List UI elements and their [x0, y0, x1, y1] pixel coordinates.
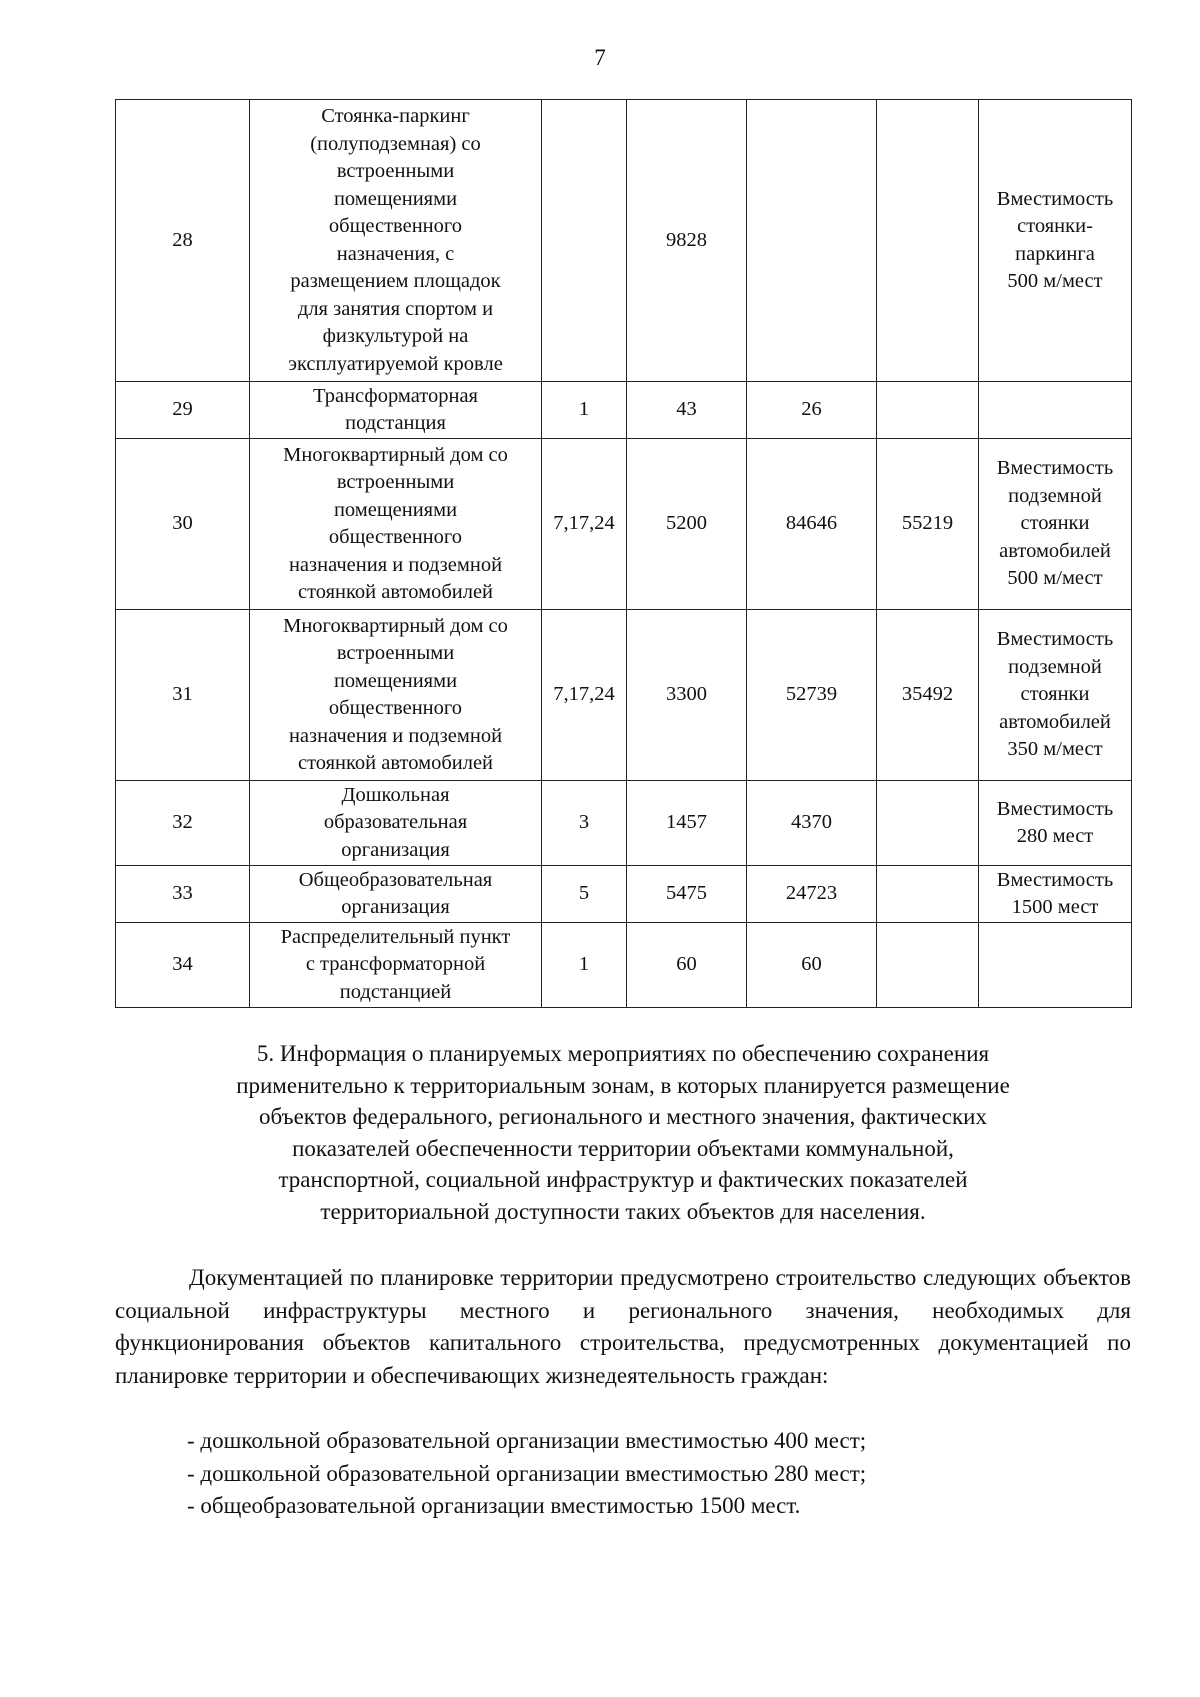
object-name: Дошкольная образовательная организация	[250, 781, 542, 866]
cell-col6: 35492	[877, 610, 979, 781]
table-row	[116, 923, 1132, 1008]
cell-col4: 5475	[627, 866, 747, 923]
list-item: - дошкольной образовательной организации вместимостью 400 мест;	[187, 1428, 867, 1453]
cell-col6	[877, 382, 979, 439]
intro-paragraph: Документацией по планировке территории предусмотрено строительство следующих объектов социальной инфраструктуры местного и регионального значения, необходимых для функционирования объектов капитального строительства, предусмотренных документацией по планировке территории и обеспечивающих жизнедеятельность граждан:	[115, 1265, 1131, 1388]
cell-col4: 1457	[627, 781, 747, 866]
table-row	[116, 866, 1132, 923]
object-note	[979, 923, 1132, 1008]
object-name: Трансформаторная подстанция	[250, 382, 542, 439]
table-row	[116, 781, 1132, 866]
cell-col5: 4370	[747, 781, 877, 866]
table-row	[116, 100, 1132, 382]
row-number: 34	[116, 923, 250, 1008]
object-name: Общеобразовательная организация	[250, 866, 542, 923]
list-item: - дошкольной образовательной организации вместимостью 280 мест;	[187, 1460, 867, 1486]
cell-col5: 60	[747, 923, 877, 1008]
cell-col5	[747, 100, 877, 382]
row-number: 33	[116, 866, 250, 923]
row-number: 29	[116, 382, 250, 439]
table-row	[116, 439, 1132, 610]
object-note: Вместимость подземной стоянки автомобилей 500 м/мест	[979, 439, 1132, 610]
table-row	[116, 610, 1132, 781]
cell-col5: 84646	[747, 439, 877, 610]
object-name: Стоянка-паркинг (полуподземная) со встроенными помещениями общественного назначения, с размещением площадок для занятия спортом и физкультурой на эксплуатируемой кровле	[250, 100, 542, 382]
objects-table	[115, 99, 1132, 1008]
cell-col4: 9828	[627, 100, 747, 382]
cell-col6	[877, 923, 979, 1008]
cell-col3	[542, 100, 627, 382]
cell-col4: 5200	[627, 439, 747, 610]
object-note: Вместимость 280 мест	[979, 781, 1132, 866]
cell-col4: 3300	[627, 610, 747, 781]
row-number: 30	[116, 439, 250, 610]
row-number: 28	[116, 100, 250, 382]
cell-col5: 52739	[747, 610, 877, 781]
row-number: 31	[116, 610, 250, 781]
cell-col5: 26	[747, 382, 877, 439]
cell-col3: 7,17,24	[542, 610, 627, 781]
cell-col3: 5	[542, 866, 627, 923]
table-row	[116, 382, 1132, 439]
object-name: Многоквартирный дом со встроенными помещениями общественного назначения и подземной стоянкой автомобилей	[250, 610, 542, 781]
cell-col4: 43	[627, 382, 747, 439]
cell-col6	[877, 866, 979, 923]
cell-col6	[877, 100, 979, 382]
section-heading: 5. Информация о планируемых мероприятиях по обеспечению сохранения применительно к территориальным зонам, в которых планируется размещение объектов федерального, регионального и местного значения, фактических показателей обеспеченности территории объектами коммунальной, транспортной, социальной инфраструктур и фактических показателей территориальной доступности таких объектов для населения.	[236, 1041, 1010, 1224]
cell-col3: 3	[542, 781, 627, 866]
row-number: 32	[116, 781, 250, 866]
object-note: Вместимость стоянки- паркинга 500 м/мест	[979, 100, 1132, 382]
cell-col6	[877, 781, 979, 866]
object-note	[979, 382, 1132, 439]
facility-list	[187, 1425, 1131, 1523]
cell-col3: 1	[542, 923, 627, 1008]
object-name: Многоквартирный дом со встроенными помещениями общественного назначения и подземной стоянкой автомобилей	[250, 439, 542, 610]
page-number: 7	[594, 45, 606, 70]
cell-col6: 55219	[877, 439, 979, 610]
cell-col3: 7,17,24	[542, 439, 627, 610]
cell-col3: 1	[542, 382, 627, 439]
object-note: Вместимость подземной стоянки автомобилей 350 м/мест	[979, 610, 1132, 781]
object-name: Распределительный пункт с трансформаторной подстанцией	[250, 923, 542, 1008]
cell-col5: 24723	[747, 866, 877, 923]
list-item: - общеобразовательной организации вместимостью 1500 мест.	[187, 1493, 801, 1518]
object-note: Вместимость 1500 мест	[979, 866, 1132, 923]
cell-col4: 60	[627, 923, 747, 1008]
